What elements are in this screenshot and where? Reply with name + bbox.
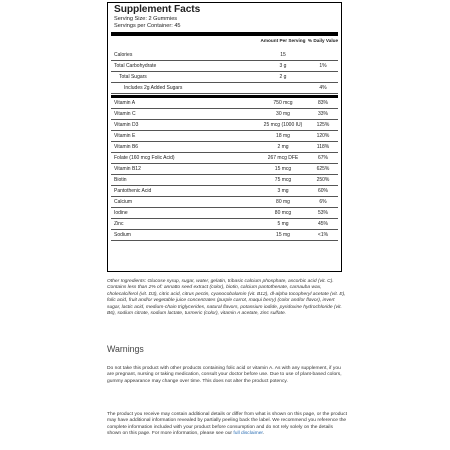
fact-row	[108, 120, 341, 131]
nutrient-name: Calcium	[114, 199, 133, 205]
fact-row	[108, 131, 341, 142]
nutrient-amount: 2 g	[279, 74, 287, 80]
nutrient-amount: 80 mg	[276, 199, 290, 205]
disclaimer-end: .	[262, 431, 265, 437]
nutrient-dv: 118%	[316, 144, 330, 150]
supplement-facts-panel	[107, 2, 342, 272]
nutrient-dv: 67%	[317, 155, 328, 161]
warnings-heading: Warnings	[107, 344, 144, 354]
nutrient-amount: 30 mg	[276, 111, 290, 117]
nutrient-name: Zinc	[114, 221, 124, 227]
nutrient-name: Pantothenic Acid	[114, 188, 152, 194]
fact-row	[108, 72, 341, 83]
nutrient-dv: 1%	[319, 63, 327, 69]
nutrient-amount: 267 mcg DFE	[267, 155, 299, 161]
nutrient-amount: 750 mcg	[273, 100, 293, 106]
nutrient-name: Includes 2g Added Sugars	[124, 85, 183, 91]
amount-column-header: Amount Per Serving	[260, 38, 306, 43]
other-ingredients: Other Ingredients: Glucose syrup, sugar, water, gelatin, tribasic calcium phosphate, ascorbic acid (vit. C). Contains less than 2% of: annatto seed extract (color), biotin, calcium pantothenate, carnauba wax, cholecalciferol (vit. D3), citric acid, citrus pectin, cyanocobalamin (vit. B12), dl-alpha tocopheryl acetate (vit. E), folic acid, fruit and/or vegetable juice concentrates (purple carrot, maqui berry) (color and/or flavor), invert sugar, lactic acid, medium-chain triglycerides, natural flavors, potassium iodide, pyridoxine hydrochloride (vit. B6), sodium citrate, sodium lactate, turmeric (color), vitamin A acetate, zinc sulfate.	[107, 279, 346, 317]
fact-row	[108, 50, 341, 61]
fact-row	[108, 109, 341, 120]
fact-row	[108, 175, 341, 186]
nutrient-dv: 6%	[319, 199, 327, 205]
nutrient-dv: 45%	[317, 221, 328, 227]
fact-row	[108, 219, 341, 230]
fact-row	[108, 164, 341, 175]
nutrient-dv: 4%	[319, 85, 327, 91]
nutrient-name: Vitamin E	[114, 133, 136, 139]
column-header	[108, 36, 341, 50]
nutrient-dv: 125%	[316, 122, 330, 128]
nutrient-dv: 60%	[317, 188, 328, 194]
nutrient-dv: 120%	[316, 133, 330, 139]
nutrient-name: Vitamin A	[114, 100, 136, 106]
nutrient-name: Total Carbohydrate	[114, 63, 157, 69]
fact-row	[108, 142, 341, 153]
nutrient-amount: 15 mg	[276, 232, 290, 238]
disclaimer-text: The product you receive may contain additional details or differ from what is shown on this page, or the product may have additional information revealed by partially peeling back the label. We recommend you reference the complete information included with your product before consumption and do not rely solely on the details shown on this page. For more information, please see our	[107, 412, 347, 437]
fact-row	[108, 186, 341, 197]
nutrient-amount: 3 g	[279, 63, 287, 69]
fact-row	[108, 230, 341, 241]
nutrient-dv: 53%	[317, 210, 328, 216]
nutrient-dv: <1%	[317, 232, 329, 238]
nutrient-name: Iodine	[114, 210, 128, 216]
daily-value-column-header: % Daily Value	[307, 38, 339, 43]
nutrient-amount: 80 mcg	[274, 210, 292, 216]
fact-row	[108, 83, 341, 94]
nutrient-amount: 2 mg	[277, 144, 289, 150]
full-disclaimer-link[interactable]: full disclaimer	[233, 431, 263, 437]
nutrient-name: Vitamin B12	[114, 166, 141, 172]
nutrient-name: Vitamin D3	[114, 122, 139, 128]
nutrient-name: Calories	[114, 52, 133, 58]
fact-row	[108, 208, 341, 219]
nutrient-name: Folate (160 mcg Folic Acid)	[114, 155, 175, 161]
fact-row	[108, 153, 341, 164]
nutrient-dv: 625%	[316, 166, 330, 172]
nutrient-name: Biotin	[114, 177, 127, 183]
nutrient-amount: 3 mg	[277, 188, 289, 194]
nutrient-name: Vitamin B6	[114, 144, 139, 150]
nutrient-name: Sodium	[114, 232, 131, 238]
serving-size: Serving Size: 2 Gummies	[114, 16, 178, 22]
disclaimer	[107, 412, 347, 438]
nutrient-name: Vitamin C	[114, 111, 136, 117]
fact-row	[108, 98, 341, 109]
facts-title: Supplement Facts	[114, 4, 201, 15]
nutrient-dv: 250%	[316, 177, 330, 183]
fact-row	[108, 61, 341, 72]
nutrient-amount: 15	[280, 52, 286, 58]
nutrient-amount: 25 mcg (1000 IU)	[263, 122, 303, 128]
nutrient-name: Total Sugars	[119, 74, 147, 80]
warnings-text: Do not take this product with other products containing folic acid or vitamin A. As with any supplement, if you are pregnant, nursing or taking medication, consult your doctor before use. Due to use of plant-based colors, gummy appearance may change over time. This does not alter the product potency.	[107, 366, 342, 384]
nutrient-amount: 75 mcg	[274, 177, 292, 183]
nutrient-dv: 83%	[317, 100, 328, 106]
fact-row	[108, 197, 341, 208]
nutrient-amount: 18 mg	[276, 133, 290, 139]
nutrient-amount: 15 mcg	[274, 166, 292, 172]
nutrient-amount: 5 mg	[277, 221, 289, 227]
nutrient-dv: 33%	[317, 111, 328, 117]
servings-per-container: Servings per Container: 45	[114, 23, 181, 29]
